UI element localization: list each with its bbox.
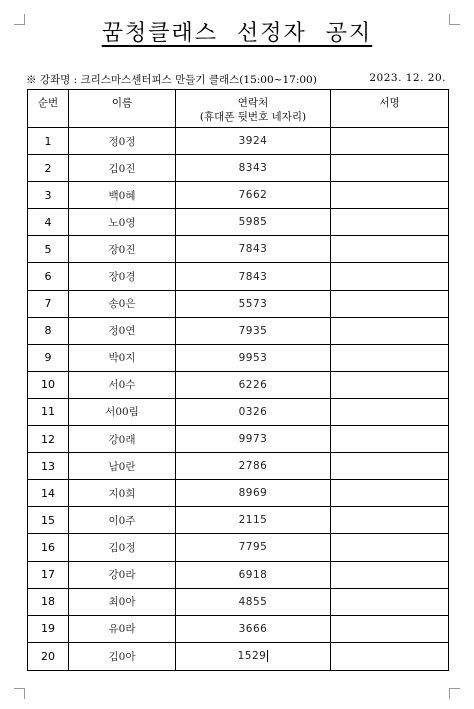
row-number: 7 bbox=[28, 290, 69, 317]
row-signature-cell[interactable] bbox=[331, 426, 449, 453]
row-signature-cell[interactable] bbox=[331, 642, 449, 670]
row-phone bbox=[176, 561, 331, 588]
row-name: 강0래 bbox=[69, 426, 176, 453]
row-phone-value: 9953 bbox=[238, 351, 268, 364]
row-signature-cell[interactable] bbox=[331, 209, 449, 236]
row-number: 1 bbox=[28, 128, 69, 155]
row-phone bbox=[176, 263, 331, 290]
row-phone bbox=[176, 290, 331, 317]
table-row bbox=[28, 128, 449, 155]
row-name: 장0경 bbox=[69, 263, 176, 290]
row-number: 18 bbox=[28, 588, 69, 615]
row-name: 노0영 bbox=[69, 209, 176, 236]
table-row bbox=[28, 371, 449, 398]
row-signature-cell[interactable] bbox=[331, 480, 449, 507]
row-phone-value: 2786 bbox=[238, 460, 268, 473]
table-row bbox=[28, 561, 449, 588]
course-info-line bbox=[26, 72, 446, 87]
row-name: 유0라 bbox=[69, 615, 176, 642]
table-row bbox=[28, 209, 449, 236]
row-phone bbox=[176, 317, 331, 344]
row-name: 송0은 bbox=[69, 290, 176, 317]
row-phone bbox=[176, 236, 331, 263]
selection-table bbox=[27, 89, 449, 671]
row-name: 박0지 bbox=[69, 344, 176, 371]
table-row bbox=[28, 588, 449, 615]
row-signature-cell[interactable] bbox=[331, 453, 449, 480]
row-number: 17 bbox=[28, 561, 69, 588]
row-phone-value: 6226 bbox=[238, 378, 268, 391]
row-phone-value: 7935 bbox=[238, 324, 268, 337]
row-phone-value: 6918 bbox=[238, 568, 268, 581]
table-row bbox=[28, 263, 449, 290]
row-phone-value: 8969 bbox=[238, 487, 268, 500]
row-name: 이0주 bbox=[69, 507, 176, 534]
row-phone-value: 8343 bbox=[238, 162, 268, 175]
text-cursor bbox=[267, 650, 268, 662]
table-row bbox=[28, 426, 449, 453]
row-name: 최0아 bbox=[69, 588, 176, 615]
row-name: 서00림 bbox=[69, 398, 176, 425]
table-row bbox=[28, 534, 449, 561]
course-info: ※ 강좌명 : 크리스마스센터피스 만들기 클래스(15:00~17:00) bbox=[26, 74, 317, 86]
row-phone-value: 7843 bbox=[238, 270, 268, 283]
row-name: 장0진 bbox=[69, 236, 176, 263]
row-name: 정0정 bbox=[69, 128, 176, 155]
row-phone bbox=[176, 344, 331, 371]
row-signature-cell[interactable] bbox=[331, 534, 449, 561]
row-number: 14 bbox=[28, 480, 69, 507]
row-signature-cell[interactable] bbox=[331, 182, 449, 209]
row-number: 6 bbox=[28, 263, 69, 290]
row-phone bbox=[176, 426, 331, 453]
row-phone bbox=[176, 453, 331, 480]
row-phone-value: 7795 bbox=[238, 541, 268, 554]
row-name: 백0혜 bbox=[69, 182, 176, 209]
row-phone bbox=[176, 155, 331, 182]
row-number: 13 bbox=[28, 453, 69, 480]
row-name: 김0정 bbox=[69, 534, 176, 561]
row-phone-value: 7843 bbox=[238, 243, 268, 256]
row-phone bbox=[176, 371, 331, 398]
document-date: 2023. 12. 20. bbox=[369, 72, 446, 84]
row-signature-cell[interactable] bbox=[331, 155, 449, 182]
row-phone bbox=[176, 480, 331, 507]
table-row bbox=[28, 182, 449, 209]
row-signature-cell[interactable] bbox=[331, 344, 449, 371]
table-row bbox=[28, 155, 449, 182]
document-title: 꿈청클래스 선정자 공지 bbox=[101, 21, 373, 46]
row-phone bbox=[176, 507, 331, 534]
crop-mark-bottom-left bbox=[14, 688, 25, 699]
row-phone-value: 3666 bbox=[238, 622, 268, 635]
row-number: 12 bbox=[28, 426, 69, 453]
table-row bbox=[28, 344, 449, 371]
row-number: 11 bbox=[28, 398, 69, 425]
table-row bbox=[28, 480, 449, 507]
header-name: 이름 bbox=[69, 90, 176, 128]
row-phone-value: 7662 bbox=[238, 189, 268, 202]
header-phone bbox=[176, 90, 331, 128]
crop-mark-bottom-right bbox=[449, 688, 460, 699]
row-phone bbox=[176, 588, 331, 615]
table-row bbox=[28, 317, 449, 344]
row-name: 강0라 bbox=[69, 561, 176, 588]
row-name: 김0진 bbox=[69, 155, 176, 182]
row-number: 5 bbox=[28, 236, 69, 263]
row-name: 김0아 bbox=[69, 642, 176, 670]
row-phone-value: 3924 bbox=[238, 135, 268, 148]
row-number: 9 bbox=[28, 344, 69, 371]
row-phone-value: 0326 bbox=[238, 405, 268, 418]
row-phone-value: 2115 bbox=[238, 514, 268, 527]
row-phone bbox=[176, 615, 331, 642]
row-name: 서0수 bbox=[69, 371, 176, 398]
row-name: 남0란 bbox=[69, 453, 176, 480]
row-name: 정0연 bbox=[69, 317, 176, 344]
row-number: 8 bbox=[28, 317, 69, 344]
row-phone-value: 4855 bbox=[238, 595, 268, 608]
row-number: 15 bbox=[28, 507, 69, 534]
header-number: 순번 bbox=[28, 90, 69, 128]
row-signature-cell[interactable] bbox=[331, 371, 449, 398]
row-number: 20 bbox=[28, 642, 69, 670]
header-signature: 서명 bbox=[331, 90, 449, 128]
row-signature-cell[interactable] bbox=[331, 507, 449, 534]
row-signature-cell[interactable] bbox=[331, 615, 449, 642]
row-signature-cell[interactable] bbox=[331, 317, 449, 344]
row-number: 3 bbox=[28, 182, 69, 209]
table-header-row bbox=[28, 90, 449, 128]
row-number: 10 bbox=[28, 371, 69, 398]
row-signature-cell[interactable] bbox=[331, 128, 449, 155]
table-row bbox=[28, 507, 449, 534]
table-row bbox=[28, 290, 449, 317]
table-row bbox=[28, 398, 449, 425]
row-phone-value: 5985 bbox=[238, 216, 268, 229]
row-signature-cell[interactable] bbox=[331, 561, 449, 588]
table-row bbox=[28, 642, 449, 670]
row-phone bbox=[176, 642, 331, 670]
header-phone-line2: (휴대폰 뒷번호 네자리) bbox=[199, 111, 307, 124]
row-phone bbox=[176, 182, 331, 209]
row-signature-cell[interactable] bbox=[331, 263, 449, 290]
row-signature-cell[interactable] bbox=[331, 236, 449, 263]
row-phone bbox=[176, 534, 331, 561]
table-row bbox=[28, 236, 449, 263]
row-signature-cell[interactable] bbox=[331, 398, 449, 425]
row-phone-value: 5573 bbox=[238, 297, 268, 310]
row-phone-value: 9973 bbox=[238, 433, 268, 446]
row-number: 4 bbox=[28, 209, 69, 236]
row-number: 19 bbox=[28, 615, 69, 642]
row-phone bbox=[176, 398, 331, 425]
row-signature-cell[interactable] bbox=[331, 588, 449, 615]
header-phone-line1: 연락처 bbox=[237, 97, 269, 109]
table-row bbox=[28, 615, 449, 642]
row-phone bbox=[176, 128, 331, 155]
row-phone bbox=[176, 209, 331, 236]
row-signature-cell[interactable] bbox=[331, 290, 449, 317]
row-number: 2 bbox=[28, 155, 69, 182]
table-row bbox=[28, 453, 449, 480]
row-phone-value: 1529 bbox=[237, 650, 267, 663]
row-number: 16 bbox=[28, 534, 69, 561]
row-name: 지0희 bbox=[69, 480, 176, 507]
